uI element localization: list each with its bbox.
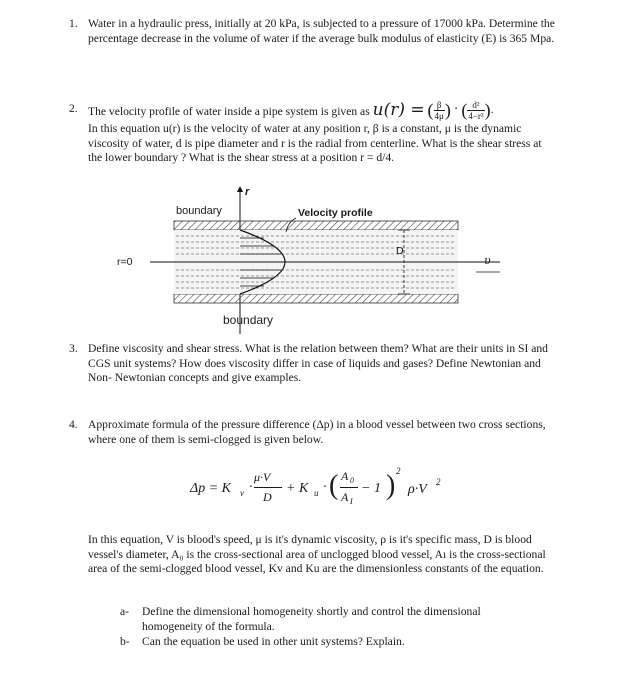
fraction-denominator: 4μ [434, 111, 444, 121]
pressure-formula: Δp = K v · μ·V D + K u · ( A 0 A I − 1 ) 2 ρ·V 2 [190, 466, 441, 506]
formula-ku-sub: u [314, 488, 319, 498]
r-zero-label: r=0 [117, 256, 133, 268]
question-text: In this equation u(r) is the velocity of water at any position r, β is a constant, μ is the dynamic viscosity of water, d is pipe diameter and r is the radial from centerline. What is the shear stress at the lower boundary ? What is the shear stress at a position r = d/4. [88, 122, 542, 165]
formula-a1: A [341, 490, 349, 504]
r-axis-label: r [245, 186, 250, 198]
formula-plus-ku: + K [286, 481, 309, 496]
question-4 [69, 418, 558, 447]
question-number: 1. [69, 17, 78, 30]
formula-a0-sub: 0 [350, 476, 354, 485]
formula-frac-num: μ·V [254, 470, 271, 484]
fraction-numerator: d² [467, 100, 484, 111]
formula-tail: ρ·V [408, 482, 427, 497]
question-number: 4. [69, 418, 78, 431]
question-number: 2. [69, 102, 78, 115]
formula-a1-sub: I [350, 497, 353, 506]
formula-exponent: 2 [396, 466, 401, 476]
question-text: Water in a hydraulic press, initially at 20 kPa, is subjected to a pressure of 17000 kPa. Determine the percentage decrease in the volume of water if the average bulk modulus of elasticity (E) is 365 Mpa. [88, 17, 555, 45]
equation-dot: · [453, 102, 459, 118]
fraction-denominator: 4−r² [468, 111, 484, 121]
equation-intro: The velocity profile of water inside a pipe system is given as [88, 105, 370, 119]
sub-question-text: Can the equation be used in other unit systems? Explain. [142, 635, 405, 648]
equation-lhs: u(r) = [372, 100, 425, 121]
formula-explanation [88, 533, 558, 577]
formula-tail-exponent: 2 [436, 477, 441, 487]
velocity-equation-line: The velocity profile of water inside a pipe system is given as u(r) = ( $\frac{\beta}{4\mu}$ ) · ( $\frac{\text{d²}}{\text{4−r²}}$ ). [88, 100, 494, 121]
equation-end: . [490, 103, 494, 117]
sub-marker: a- [120, 605, 130, 618]
question-text: Approximate formula of the pressure difference (Δp) in a blood vessel between two cross sections, where one of them is semi-clogged is given below. [88, 418, 546, 446]
pipe-diagram [0, 0, 619, 340]
formula-minus-one: − 1 [361, 481, 381, 496]
formula-lhs: Δp = K [190, 481, 232, 496]
sub-question-a [102, 605, 542, 634]
sub-marker: b- [120, 635, 130, 648]
question-text: Define viscosity and shear stress. What is the relation between them? What are their units in SI and CGS unit systems? How does viscosity differ in case of liquids and gases? Define Newtonian and Non- Newtonian concepts and give examples. [88, 342, 548, 385]
diameter-label: D [396, 245, 404, 257]
question-number: 3. [69, 342, 78, 355]
boundary-label-bottom: boundary [223, 313, 274, 327]
formula-frac-den: D [263, 490, 272, 504]
question-3 [69, 342, 558, 386]
velocity-profile-figure [0, 0, 619, 340]
formula-kv-sub: v [240, 488, 244, 498]
formula-a0: A [341, 469, 349, 483]
sub-question-text: Define the dimensional homogeneity shortly and control the dimensional homogeneity of the formula. [142, 605, 481, 633]
boundary-label-top: boundary [176, 205, 222, 217]
sub-question-b [102, 635, 542, 650]
velocity-profile-label: Velocity profile [298, 207, 373, 219]
explanation-text: In this equation, V is blood's speed, μ is it's dynamic viscosity, ρ is it's specific mass, D is blood vessel's diameter, A₀ is the cross-sectional area of unclogged blood vessel, Aı is the cross-sectional area of the semi-clogged blood vessel, Kv and Ku are the dimensionless constants of the equation. [88, 533, 546, 576]
bottom-wall [174, 294, 458, 303]
top-wall [174, 221, 458, 230]
velocity-symbol: υ [484, 254, 491, 267]
fraction-numerator: β [434, 100, 445, 111]
